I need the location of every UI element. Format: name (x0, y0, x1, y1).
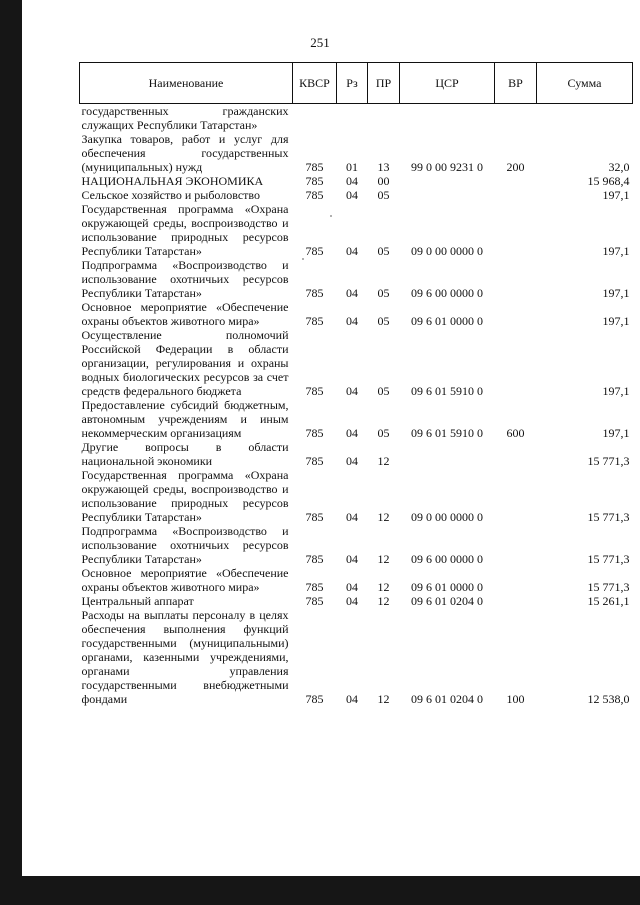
table-row (80, 188, 633, 202)
cell-kvsr: 785 (305, 286, 324, 300)
cell-rz: 04 (346, 286, 358, 300)
cell-pr: 12 (377, 692, 390, 706)
table-row (80, 258, 633, 300)
cell-csr: 09 6 00 0000 0 (411, 552, 483, 566)
cell-vr (495, 202, 537, 258)
cell-kvsr: 785 (305, 510, 324, 524)
cell-kvsr: 785 (305, 594, 324, 608)
table-row (80, 104, 633, 133)
cell-vr (495, 524, 537, 566)
cell-pr: 12 (377, 552, 390, 566)
cell-sum: 15 968,4 (587, 174, 630, 188)
cell-name: Другие вопросы в области национальной экономики (81, 440, 289, 468)
cell-sum: 32,0 (608, 160, 630, 174)
header-kvsr: КВСР (293, 63, 337, 104)
cell-kvsr: 785 (305, 314, 324, 328)
cell-csr: 09 6 01 5910 0 (411, 426, 483, 440)
cell-rz: 04 (346, 692, 358, 706)
cell-sum: 197,1 (602, 384, 630, 398)
cell-pr: 12 (377, 594, 390, 608)
cell-rz: 04 (346, 314, 358, 328)
table-row (80, 566, 633, 594)
cell-pr: 00 (377, 174, 390, 188)
cell-rz: 04 (346, 244, 358, 258)
cell-vr: 200 (506, 160, 525, 174)
scan-bottom-edge (0, 876, 640, 905)
cell-vr (495, 258, 537, 300)
cell-sum: 15 771,3 (587, 510, 630, 524)
cell-csr (400, 174, 495, 188)
cell-csr: 99 0 00 9231 0 (411, 160, 483, 174)
cell-name: Осуществление полномочий Российской Федерации в области организации, регулирования и охраны водных биологических ресурсов за счет средств федерального бюджета (81, 328, 289, 398)
cell-vr (495, 468, 537, 524)
cell-vr (495, 594, 537, 608)
cell-name: Предоставление субсидий бюджетным, автономным учреждениям и иным некоммерческим организациям (81, 398, 289, 440)
table-row (80, 440, 633, 468)
cell-name: Центральный аппарат (81, 594, 194, 608)
cell-name: НАЦИОНАЛЬНАЯ ЭКОНОМИКА (81, 174, 264, 188)
header-csr: ЦСР (400, 63, 495, 104)
cell-kvsr (293, 104, 337, 133)
cell-pr: 12 (377, 510, 390, 524)
cell-rz: 04 (346, 510, 358, 524)
header-vr: ВР (495, 63, 537, 104)
cell-csr (400, 188, 495, 202)
header-sum: Сумма (537, 63, 633, 104)
cell-csr (400, 440, 495, 468)
table-row (80, 202, 633, 258)
cell-rz: 04 (346, 174, 358, 188)
cell-kvsr: 785 (305, 188, 324, 202)
budget-table (79, 62, 633, 706)
cell-vr (495, 174, 537, 188)
cell-sum: 197,1 (602, 286, 630, 300)
cell-pr: 05 (377, 244, 390, 258)
cell-name: Закупка товаров, работ и услуг для обеспечения государственных (муниципальных) нужд (81, 132, 289, 174)
cell-csr: 09 6 01 5910 0 (411, 384, 483, 398)
cell-sum: 197,1 (602, 314, 630, 328)
header-name: Наименование (80, 63, 293, 104)
scan-speck (302, 258, 304, 260)
cell-name: Подпрограмма «Воспроизводство и использование охотничьих ресурсов Республики Татарстан» (81, 524, 289, 566)
cell-rz: 01 (346, 160, 358, 174)
cell-rz: 04 (346, 580, 358, 594)
cell-rz: 04 (346, 384, 358, 398)
cell-rz: 04 (346, 552, 358, 566)
table-row (80, 174, 633, 188)
cell-sum: 15 771,3 (587, 580, 630, 594)
table-row (80, 468, 633, 524)
page-number: 251 (310, 35, 330, 50)
cell-pr: 05 (377, 426, 390, 440)
cell-kvsr: 785 (305, 244, 324, 258)
cell-vr (495, 300, 537, 328)
cell-kvsr: 785 (305, 454, 324, 468)
cell-name: Государственная программа «Охрана окружающей среды, воспроизводство и использование природных ресурсов Республики Татарстан» (81, 202, 289, 258)
cell-name: государственных гражданских служащих Республики Татарстан» (81, 104, 289, 132)
cell-rz (337, 104, 368, 133)
cell-pr: 12 (377, 454, 390, 468)
cell-sum: 12 538,0 (587, 692, 630, 706)
cell-pr: 12 (377, 580, 390, 594)
cell-kvsr: 785 (305, 552, 324, 566)
table-row (80, 594, 633, 608)
cell-name: Государственная программа «Охрана окружающей среды, воспроизводство и использование природных ресурсов Республики Татарстан» (81, 468, 289, 524)
cell-sum: 197,1 (602, 188, 630, 202)
cell-kvsr: 785 (305, 384, 324, 398)
cell-name: Основное мероприятие «Обеспечение охраны объектов животного мира» (81, 300, 289, 328)
table-row (80, 300, 633, 328)
table-row (80, 398, 633, 440)
cell-kvsr: 785 (305, 580, 324, 594)
cell-sum: 197,1 (602, 244, 630, 258)
cell-vr (495, 328, 537, 398)
cell-pr: 05 (377, 286, 390, 300)
cell-csr: 09 6 00 0000 0 (411, 286, 483, 300)
cell-sum: 15 771,3 (587, 454, 630, 468)
cell-rz: 04 (346, 594, 358, 608)
cell-csr: 09 0 00 0000 0 (411, 510, 483, 524)
cell-vr (495, 104, 537, 133)
cell-pr: 05 (377, 384, 390, 398)
table-header (80, 63, 633, 104)
cell-rz: 04 (346, 188, 358, 202)
cell-sum: 15 771,3 (587, 552, 630, 566)
cell-sum: 15 261,1 (587, 594, 630, 608)
cell-kvsr: 785 (305, 426, 324, 440)
header-rz: Рз (337, 63, 368, 104)
header-pr: ПР (368, 63, 400, 104)
cell-vr (495, 188, 537, 202)
cell-kvsr: 785 (305, 692, 324, 706)
cell-sum: 197,1 (602, 426, 630, 440)
cell-kvsr: 785 (305, 160, 324, 174)
cell-rz: 04 (346, 426, 358, 440)
table-row (80, 524, 633, 566)
cell-name: Сельское хозяйство и рыболовство (81, 188, 261, 202)
scan-left-edge (0, 0, 22, 905)
cell-csr (400, 104, 495, 133)
cell-csr: 09 6 01 0204 0 (411, 692, 483, 706)
table-row (80, 328, 633, 398)
cell-name: Основное мероприятие «Обеспечение охраны объектов животного мира» (81, 566, 289, 594)
cell-pr (368, 104, 400, 133)
table-row (80, 132, 633, 174)
cell-csr: 09 6 01 0000 0 (411, 314, 483, 328)
scan-speck (330, 215, 332, 217)
cell-rz: 04 (346, 454, 358, 468)
cell-name: Подпрограмма «Воспроизводство и использование охотничьих ресурсов Республики Татарстан» (81, 258, 289, 300)
cell-csr: 09 0 00 0000 0 (411, 244, 483, 258)
cell-vr: 100 (506, 692, 525, 706)
cell-csr: 09 6 01 0000 0 (411, 580, 483, 594)
cell-sum (537, 104, 633, 133)
cell-pr: 05 (377, 314, 390, 328)
cell-csr: 09 6 01 0204 0 (411, 594, 483, 608)
cell-vr: 600 (506, 426, 525, 440)
cell-pr: 13 (377, 160, 390, 174)
table-row (80, 608, 633, 706)
cell-name: Расходы на выплаты персоналу в целях обеспечения выполнения функций государственными (муниципальными) органами, казенными учреждениями, органами управления государственными внебюджетными фондами (81, 608, 289, 706)
cell-vr (495, 566, 537, 594)
cell-kvsr: 785 (305, 174, 324, 188)
table-body (80, 104, 633, 707)
cell-pr: 05 (377, 188, 390, 202)
cell-vr (495, 440, 537, 468)
